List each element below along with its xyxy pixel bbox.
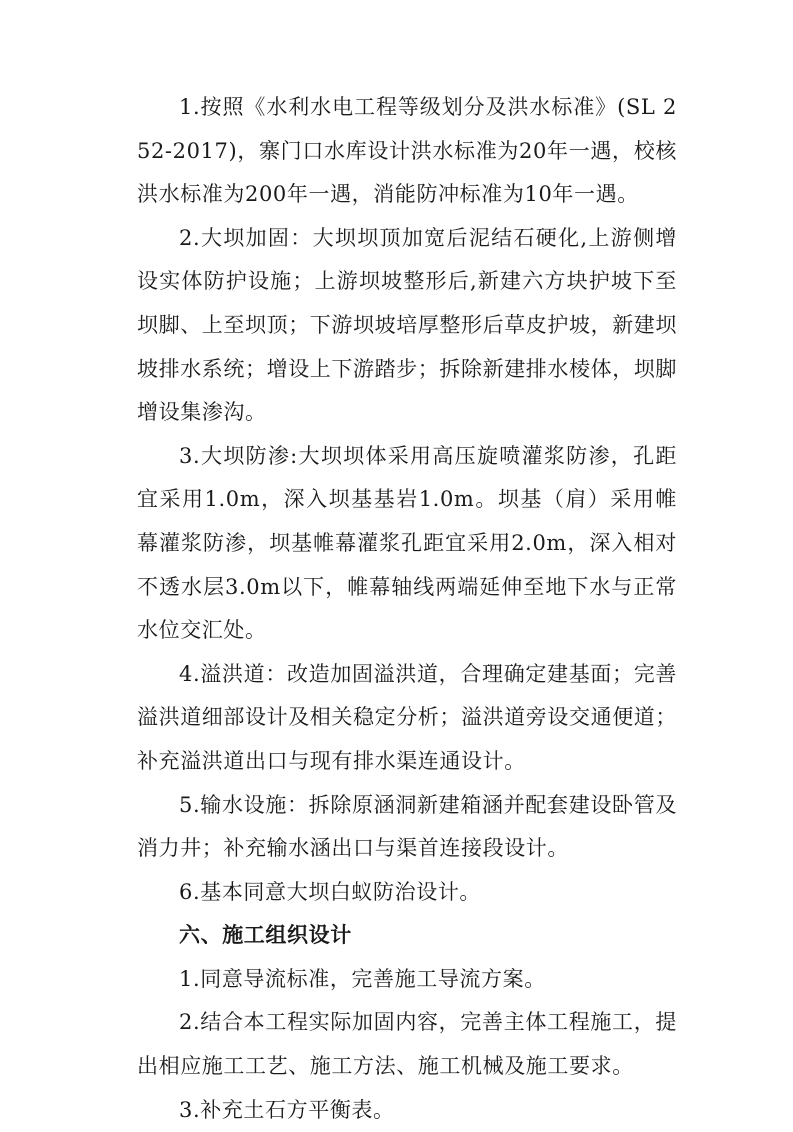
paragraph-construction-methods: 2.结合本工程实际加固内容，完善主体工程施工，提出相应施工工艺、施工方法、施工机械及施工要求。 [137,1010,677,1079]
document-body [137,86,677,1132]
paragraph-termite-control: 6.基本同意大坝白蚁防治设计。 [179,879,482,904]
paragraph-spillway: 4.溢洪道：改造加固溢洪道，合理确定建基面；完善溢洪道细部设计及相关稳定分析；溢洪道旁设交通便道；补充溢洪道出口与现有排水渠连通设计。 [137,661,677,773]
paragraph-diversion-standard: 1.同意导流标准，完善施工导流方案。 [179,966,546,991]
paragraph-water-conveyance: 5.输水设施：拆除原涵洞新建箱涵并配套建设卧管及消力井；补充输水涵出口与渠首连接段设计。 [137,792,677,861]
paragraph-flood-standard: 1.按照《水利水电工程等级划分及洪水标准》(SL 252-2017)，寨门口水库设计洪水标准为20年一遇，校核洪水标准为200年一遇，消能防冲标准为10年一遇。 [137,95,677,207]
paragraph-dam-reinforcement: 2.大坝加固：大坝坝顶加宽后泥结石硬化,上游侧增设实体防护设施；上游坝坡整形后,新建六方块护坡下至坝脚、上至坝顶；下游坝坡培厚整形后草皮护坡，新建坝坡排水系统；增设上下游踏步；拆除新建排水棱体，坝脚增设集渗沟。 [137,225,677,425]
paragraph-earthwork-balance: 3.补充土石方平衡表。 [179,1097,395,1122]
section-heading: 六、施工组织设计 [179,923,352,948]
paragraph-dam-seepage-control: 3.大坝防渗:大坝坝体采用高压旋喷灌浆防渗，孔距宜采用1.0m，深入坝基基岩1.0m。坝基（肩）采用帷幕灌浆防渗，坝基帷幕灌浆孔距宜采用2.0m，深入相对不透水层3.0m以下，帷幕轴线两端延伸至地下水与正常水位交汇处。 [137,443,677,643]
